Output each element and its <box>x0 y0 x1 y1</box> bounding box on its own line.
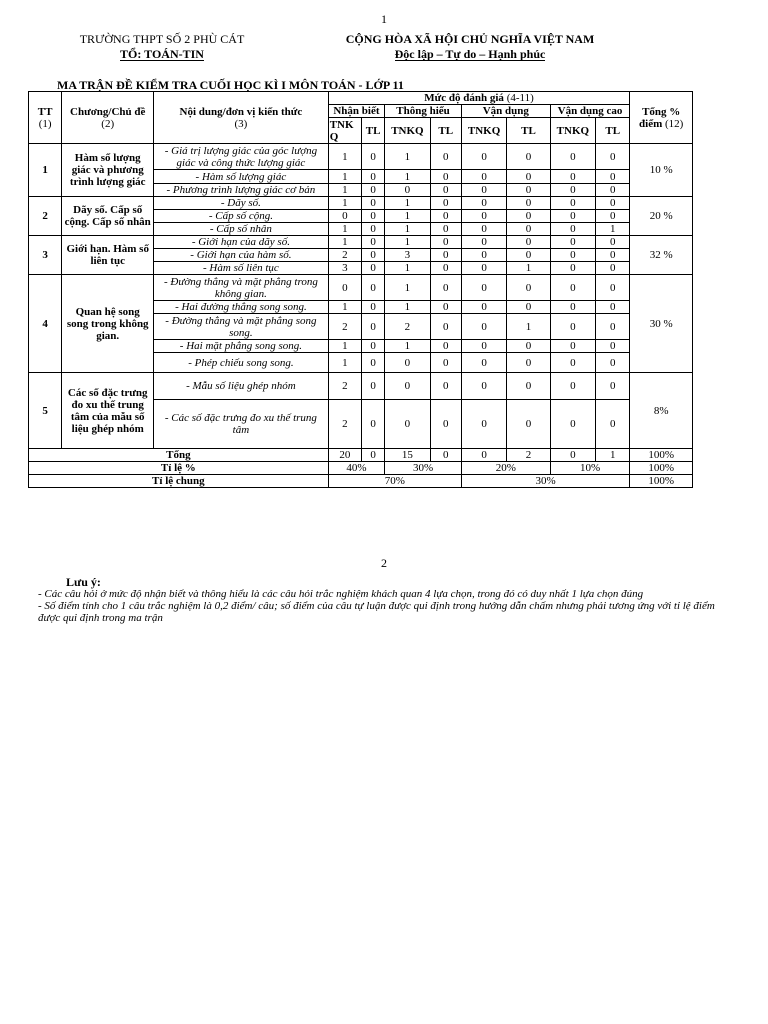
row-value: 0 <box>596 353 630 373</box>
row-value: 1 <box>328 340 361 353</box>
total-label: Tổng <box>29 449 329 462</box>
row-value: 0 <box>430 197 461 210</box>
row-content: - Giới hạn của hàm số. <box>154 249 329 262</box>
row-value: 0 <box>385 373 430 400</box>
row-value: 0 <box>507 340 550 353</box>
row-content: - Dãy số. <box>154 197 329 210</box>
row-value: 0 <box>461 301 506 314</box>
row-value: 0 <box>430 353 461 373</box>
header-tnkq: TNK Q <box>328 118 361 144</box>
row-value: 1 <box>385 301 430 314</box>
row-value: 0 <box>361 373 384 400</box>
common-ratio-row <box>29 475 693 488</box>
row-value: 1 <box>328 144 361 170</box>
row-value: 0 <box>430 373 461 400</box>
total-row <box>29 449 693 462</box>
row-content: - Đường thẳng và mặt phẳng trong không gian. <box>154 275 329 301</box>
row-value: 0 <box>461 197 506 210</box>
row-value: 0 <box>596 249 630 262</box>
row-value: 0 <box>550 262 595 275</box>
row-value: 1 <box>385 236 430 249</box>
total-value: 0 <box>461 449 506 462</box>
row-value: 0 <box>507 223 550 236</box>
row-value: 0 <box>596 184 630 197</box>
row-content: - Phép chiếu song song. <box>154 353 329 373</box>
row-value: 0 <box>507 373 550 400</box>
row-value: 0 <box>507 301 550 314</box>
row-value: 0 <box>328 275 361 301</box>
row-value: 0 <box>361 301 384 314</box>
header-total: Tổng % điểm (12) <box>630 92 693 144</box>
row-value: 0 <box>361 210 384 223</box>
row-topic: Quan hệ song song trong không gian. <box>62 275 154 373</box>
row-tt: 3 <box>29 236 62 275</box>
row-value: 0 <box>461 275 506 301</box>
total-value: 15 <box>385 449 430 462</box>
row-value: 0 <box>361 249 384 262</box>
row-value: 0 <box>596 340 630 353</box>
table-row <box>29 144 693 170</box>
header-tl: TL <box>430 118 461 144</box>
row-value: 0 <box>328 210 361 223</box>
row-value: 0 <box>430 170 461 184</box>
notes-section <box>38 576 738 624</box>
row-value: 1 <box>385 262 430 275</box>
header-chapter: Chương/Chủ đề (2) <box>62 92 154 144</box>
row-value: 0 <box>385 184 430 197</box>
row-value: 0 <box>596 197 630 210</box>
common-ratio-value: 70% <box>328 475 461 488</box>
row-value: 0 <box>430 314 461 340</box>
header-tnkq: TNKQ <box>461 118 506 144</box>
total-value: 20 <box>328 449 361 462</box>
row-value: 0 <box>596 400 630 449</box>
school-header <box>62 32 262 62</box>
row-topic: Hàm số lượng giác và phương trình lượng giác <box>62 144 154 197</box>
ratio-value: 40% <box>328 462 385 475</box>
row-value: 0 <box>461 340 506 353</box>
row-value: 0 <box>461 373 506 400</box>
row-value: 0 <box>550 314 595 340</box>
row-value: 0 <box>507 170 550 184</box>
row-value: 2 <box>328 373 361 400</box>
row-percent: 10 % <box>630 144 693 197</box>
common-ratio-value: 30% <box>461 475 630 488</box>
row-tt: 5 <box>29 373 62 449</box>
row-value: 0 <box>461 144 506 170</box>
row-value: 0 <box>550 210 595 223</box>
row-value: 0 <box>550 340 595 353</box>
total-value: 0 <box>361 449 384 462</box>
row-value: 0 <box>361 184 384 197</box>
row-value: 1 <box>385 210 430 223</box>
row-content: - Cấp số nhân <box>154 223 329 236</box>
row-value: 0 <box>361 340 384 353</box>
row-value: 0 <box>550 197 595 210</box>
row-value: 0 <box>507 144 550 170</box>
row-value: 0 <box>430 262 461 275</box>
page-number: 1 <box>381 12 387 26</box>
row-value: 0 <box>430 340 461 353</box>
row-topic: Giới hạn. Hàm số liên tục <box>62 236 154 275</box>
row-value: 1 <box>596 223 630 236</box>
row-value: 1 <box>385 340 430 353</box>
row-content: - Hàm số lượng giác <box>154 170 329 184</box>
total-value: 0 <box>430 449 461 462</box>
row-value: 0 <box>461 400 506 449</box>
row-value: 0 <box>461 210 506 223</box>
header-van-dung-cao: Vận dụng cao <box>550 105 630 118</box>
row-value: 0 <box>550 170 595 184</box>
row-content: - Giá trị lượng giác của góc lượng giác và công thức lượng giác <box>154 144 329 170</box>
row-value: 0 <box>461 236 506 249</box>
ratio-row <box>29 462 693 475</box>
row-value: 0 <box>550 275 595 301</box>
row-value: 0 <box>430 400 461 449</box>
table-row <box>29 197 693 210</box>
row-content: - Phương trình lượng giác cơ bản <box>154 184 329 197</box>
row-percent: 20 % <box>630 197 693 236</box>
row-value: 0 <box>596 210 630 223</box>
header-tl: TL <box>507 118 550 144</box>
row-value: 0 <box>361 400 384 449</box>
total-value: 2 <box>507 449 550 462</box>
table-row <box>29 275 693 301</box>
row-value: 0 <box>361 223 384 236</box>
header-tl: TL <box>361 118 384 144</box>
row-tt: 2 <box>29 197 62 236</box>
row-value: 1 <box>385 197 430 210</box>
ratio-value: 20% <box>461 462 550 475</box>
row-value: 0 <box>461 314 506 340</box>
row-value: 0 <box>507 275 550 301</box>
row-value: 1 <box>328 184 361 197</box>
header-row-1 <box>29 92 693 105</box>
header-van-dung: Vận dụng <box>461 105 550 118</box>
assessment-matrix-table <box>28 91 693 488</box>
row-value: 1 <box>385 144 430 170</box>
row-value: 1 <box>328 223 361 236</box>
header-nhan-biet: Nhận biết <box>328 105 385 118</box>
school-name: TRƯỜNG THPT SỐ 2 PHÙ CÁT <box>79 32 245 46</box>
row-tt: 4 <box>29 275 62 373</box>
row-content: - Các số đặc trưng đo xu thế trung tâm <box>154 400 329 449</box>
row-tt: 1 <box>29 144 62 197</box>
row-value: 0 <box>430 223 461 236</box>
row-value: 0 <box>361 170 384 184</box>
row-value: 0 <box>596 262 630 275</box>
ratio-percent: 100% <box>630 462 693 475</box>
total-percent: 100% <box>630 449 693 462</box>
row-value: 0 <box>550 184 595 197</box>
row-value: 0 <box>596 301 630 314</box>
row-content: - Mẫu số liệu ghép nhóm <box>154 373 329 400</box>
nation-name: CỘNG HÒA XÃ HỘI CHỦ NGHĨA VIỆT NAM <box>345 32 595 46</box>
note-line: - Số điểm tính cho 1 câu trắc nghiệm là 0,2 điểm/ câu; số điểm của câu tự luận được qui định trong hướng dẫn chấm nhưng phải tương ứng với tỉ lệ điểm được qui định trong ma trận <box>38 600 715 624</box>
national-motto: Độc lập – Tự do – Hạnh phúc <box>394 47 546 61</box>
row-value: 0 <box>507 184 550 197</box>
row-value: 0 <box>361 353 384 373</box>
row-value: 0 <box>550 373 595 400</box>
row-value: 0 <box>550 236 595 249</box>
row-value: 3 <box>385 249 430 262</box>
row-value: 0 <box>385 353 430 373</box>
row-value: 1 <box>328 236 361 249</box>
row-value: 1 <box>385 223 430 236</box>
row-topic: Dãy số. Cấp số cộng. Cấp số nhân <box>62 197 154 236</box>
header-tt: TT (1) <box>29 92 62 144</box>
row-value: 0 <box>361 275 384 301</box>
total-value: 1 <box>596 449 630 462</box>
row-value: 0 <box>550 144 595 170</box>
row-value: 0 <box>385 400 430 449</box>
row-percent: 8% <box>630 373 693 449</box>
header-tnkq: TNKQ <box>550 118 595 144</box>
row-value: 1 <box>385 275 430 301</box>
header-thong-hieu: Thông hiểu <box>385 105 462 118</box>
row-value: 1 <box>507 262 550 275</box>
row-value: 0 <box>361 262 384 275</box>
row-value: 0 <box>430 236 461 249</box>
row-value: 0 <box>430 249 461 262</box>
row-content: - Hai đường thẳng song song. <box>154 301 329 314</box>
header-content: Nội dung/đơn vị kiến thức (3) <box>154 92 329 144</box>
note-line: - Các câu hỏi ở mức độ nhận biết và thông hiểu là các câu hỏi trắc nghiệm khách quan 4 lựa chọn, trong đó có duy nhất 1 lựa chọn đúng <box>38 588 644 600</box>
row-content: - Giới hạn của dãy số. <box>154 236 329 249</box>
national-header <box>320 32 620 62</box>
row-value: 0 <box>430 184 461 197</box>
header-tl: TL <box>596 118 630 144</box>
row-content: - Hai mặt phẳng song song. <box>154 340 329 353</box>
header-level: Mức độ đánh giá (4-11) <box>328 92 630 105</box>
row-value: 0 <box>507 210 550 223</box>
table-row <box>29 373 693 400</box>
document-title: MA TRẬN ĐỀ KIỂM TRA CUỐI HỌC KÌ I MÔN TOÁN - LỚP 11 <box>57 78 404 92</box>
page-number: 2 <box>381 556 387 570</box>
row-percent: 30 % <box>630 275 693 373</box>
row-percent: 32 % <box>630 236 693 275</box>
row-value: 1 <box>385 170 430 184</box>
total-value: 0 <box>550 449 595 462</box>
row-value: 0 <box>596 373 630 400</box>
row-value: 0 <box>430 275 461 301</box>
row-value: 0 <box>361 236 384 249</box>
row-topic: Các số đặc trưng đo xu thế trung tâm của mẫu số liệu ghép nhóm <box>62 373 154 449</box>
row-value: 0 <box>550 223 595 236</box>
ratio-label: Tỉ lệ % <box>29 462 329 475</box>
row-content: - Đường thẳng và mặt phẳng song song. <box>154 314 329 340</box>
row-value: 0 <box>550 353 595 373</box>
row-value: 2 <box>328 400 361 449</box>
row-value: 1 <box>507 314 550 340</box>
row-value: 0 <box>596 236 630 249</box>
row-value: 1 <box>328 170 361 184</box>
common-ratio-percent: 100% <box>630 475 693 488</box>
row-value: 0 <box>550 249 595 262</box>
row-value: 0 <box>430 210 461 223</box>
row-value: 0 <box>507 400 550 449</box>
row-value: 0 <box>361 314 384 340</box>
row-value: 1 <box>328 353 361 373</box>
row-value: 0 <box>507 197 550 210</box>
row-value: 0 <box>361 197 384 210</box>
row-value: 0 <box>596 275 630 301</box>
row-value: 0 <box>430 301 461 314</box>
row-value: 1 <box>328 301 361 314</box>
row-value: 0 <box>461 249 506 262</box>
department-name: TỔ: TOÁN-TIN <box>120 47 204 61</box>
notes-title: Lưu ý: <box>66 575 101 589</box>
header-tnkq: TNKQ <box>385 118 430 144</box>
ratio-value: 30% <box>385 462 462 475</box>
common-ratio-label: Tỉ lệ chung <box>29 475 329 488</box>
row-content: - Hàm số liên tục <box>154 262 329 275</box>
row-value: 0 <box>461 223 506 236</box>
row-value: 0 <box>461 353 506 373</box>
row-content: - Cấp số cộng. <box>154 210 329 223</box>
row-value: 0 <box>361 144 384 170</box>
row-value: 0 <box>461 184 506 197</box>
row-value: 0 <box>430 144 461 170</box>
row-value: 2 <box>328 314 361 340</box>
row-value: 0 <box>507 249 550 262</box>
row-value: 0 <box>507 353 550 373</box>
row-value: 3 <box>328 262 361 275</box>
row-value: 0 <box>596 314 630 340</box>
row-value: 0 <box>550 301 595 314</box>
row-value: 0 <box>596 144 630 170</box>
row-value: 2 <box>385 314 430 340</box>
row-value: 1 <box>328 197 361 210</box>
row-value: 0 <box>507 236 550 249</box>
row-value: 2 <box>328 249 361 262</box>
row-value: 0 <box>550 400 595 449</box>
row-value: 0 <box>461 262 506 275</box>
row-value: 0 <box>596 170 630 184</box>
ratio-value: 10% <box>550 462 630 475</box>
table-row <box>29 236 693 249</box>
row-value: 0 <box>461 170 506 184</box>
